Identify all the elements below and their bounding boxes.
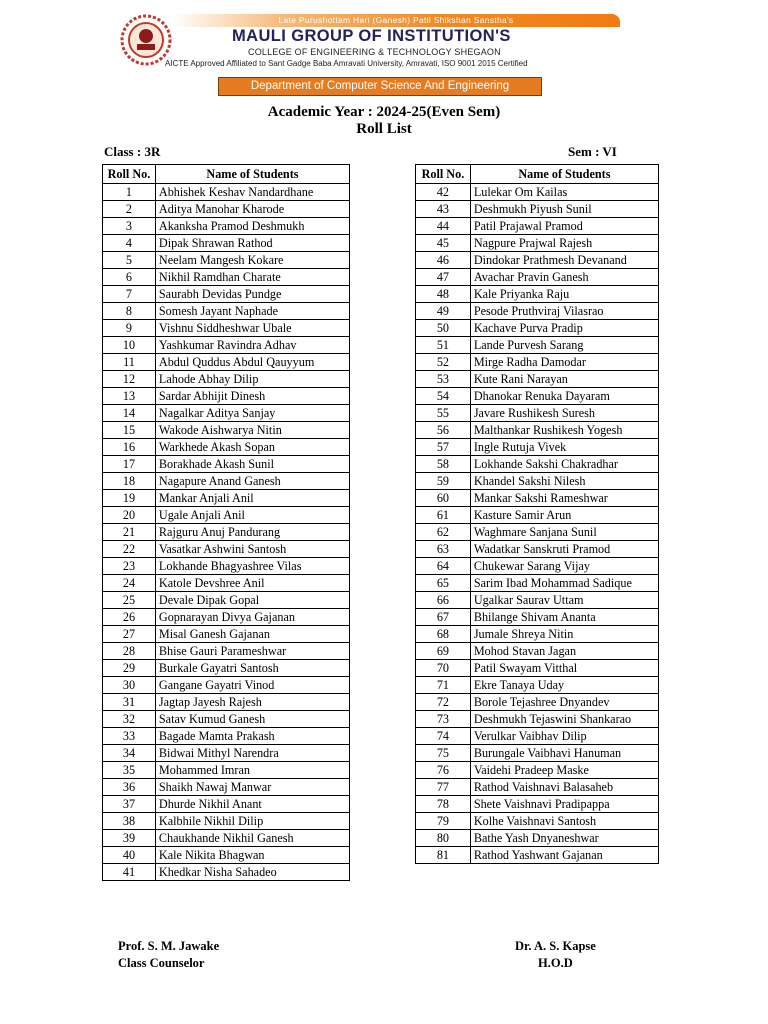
table-row [103,337,350,354]
roll-number: 75 [416,745,471,762]
roll-number: 46 [416,252,471,269]
student-name: Abdul Quddus Abdul Qauyyum [155,354,349,371]
student-name: Kute Rani Narayan [470,371,658,388]
roll-number: 78 [416,796,471,813]
roll-number: 61 [416,507,471,524]
table-row [103,490,350,507]
student-name: Bagade Mamta Prakash [155,728,349,745]
student-name: Waghmare Sanjana Sunil [470,524,658,541]
counselor-name: Prof. S. M. Jawake [118,939,220,953]
table-row [416,337,659,354]
roll-number: 45 [416,235,471,252]
roll-number: 56 [416,422,471,439]
student-name: Satav Kumud Ganesh [155,711,349,728]
roll-number: 18 [103,473,156,490]
roll-number: 74 [416,728,471,745]
table-row [416,626,659,643]
hod-role: H.O.D [538,956,573,970]
roll-number: 13 [103,388,156,405]
table-row [416,286,659,303]
student-name: Deshmukh Piyush Sunil [470,201,658,218]
table-row [103,609,350,626]
table-row [416,269,659,286]
student-name: Patil Prajawal Pramod [470,218,658,235]
student-name: Jumale Shreya Nitin [470,626,658,643]
student-name: Chukewar Sarang Vijay [470,558,658,575]
roll-number: 67 [416,609,471,626]
table-row [103,388,350,405]
roll-number: 27 [103,626,156,643]
table-row [416,575,659,592]
student-name: Jagtap Jayesh Rajesh [155,694,349,711]
department-name: Department of Computer Science And Engineering [250,80,510,92]
roll-number: 22 [103,541,156,558]
student-name: Somesh Jayant Naphade [155,303,349,320]
roll-number: 53 [416,371,471,388]
roll-table-left [102,164,350,881]
student-name: Javare Rushikesh Suresh [470,405,658,422]
table-row [103,439,350,456]
table-row [103,677,350,694]
student-name: Burungale Vaibhavi Hanuman [470,745,658,762]
college-name: COLLEGE OF ENGINEERING & TECHNOLOGY SHEGAON [248,47,501,57]
table-row [103,796,350,813]
table-row [103,728,350,745]
table-row [416,779,659,796]
class-label: Class : 3R [104,144,161,159]
table-row [416,371,659,388]
student-name: Mohammed Imran [155,762,349,779]
table-row [416,201,659,218]
roll-number: 19 [103,490,156,507]
table-row [103,830,350,847]
table-row [416,524,659,541]
roll-number: 25 [103,592,156,609]
student-name: Avachar Pravin Ganesh [470,269,658,286]
class-counselor-signature [118,938,219,972]
student-name: Borakhade Akash Sunil [155,456,349,473]
table-row [416,711,659,728]
roll-number: 11 [103,354,156,371]
table-row [103,643,350,660]
roll-number: 12 [103,371,156,388]
roll-number: 44 [416,218,471,235]
table-row [416,184,659,201]
student-name: Nagalkar Aditya Sanjay [155,405,349,422]
student-name: Shaikh Nawaj Manwar [155,779,349,796]
student-name: Verulkar Vaibhav Dilip [470,728,658,745]
roll-number: 2 [103,201,156,218]
roll-number: 7 [103,286,156,303]
roll-number: 40 [103,847,156,864]
table-row [103,269,350,286]
table-row [103,235,350,252]
table-row [103,694,350,711]
table-row [416,354,659,371]
table-row [103,592,350,609]
roll-number: 1 [103,184,156,201]
student-name: Nagapure Anand Ganesh [155,473,349,490]
table-row [103,303,350,320]
roll-number: 33 [103,728,156,745]
student-name: Kasture Samir Arun [470,507,658,524]
student-name: Neelam Mangesh Kokare [155,252,349,269]
roll-table-right-body [416,184,659,864]
student-name: Vasatkar Ashwini Santosh [155,541,349,558]
student-name: Khedkar Nisha Sahadeo [155,864,349,881]
student-name: Kalbhile Nikhil Dilip [155,813,349,830]
student-name: Mankar Anjali Anil [155,490,349,507]
table-row [103,864,350,881]
trust-name: Late Purushottam Hari (Ganesh) Patil Shikshan Sanstha's [278,15,514,25]
roll-number: 70 [416,660,471,677]
student-name: Khandel Sakshi Nilesh [470,473,658,490]
student-name: Devale Dipak Gopal [155,592,349,609]
table-row [416,694,659,711]
roll-number: 43 [416,201,471,218]
roll-number: 52 [416,354,471,371]
student-name: Lokhande Bhagyashree Vilas [155,558,349,575]
student-name: Kale Nikita Bhagwan [155,847,349,864]
roll-number: 47 [416,269,471,286]
student-name: Ugalkar Saurav Uttam [470,592,658,609]
roll-number: 14 [103,405,156,422]
student-name: Pesode Pruthviraj Vilasrao [470,303,658,320]
roll-number: 81 [416,847,471,864]
roll-number: 39 [103,830,156,847]
student-name: Kachave Purva Pradip [470,320,658,337]
table-row [103,745,350,762]
student-name-header: Name of Students [155,165,349,184]
table-row [103,711,350,728]
student-name: Dindokar Prathmesh Devanand [470,252,658,269]
table-row [416,728,659,745]
roll-number: 4 [103,235,156,252]
table-row [103,252,350,269]
table-row [416,218,659,235]
roll-number: 79 [416,813,471,830]
student-name: Akanksha Pramod Deshmukh [155,218,349,235]
roll-number: 63 [416,541,471,558]
table-row [103,660,350,677]
table-row [416,609,659,626]
table-row [416,558,659,575]
student-name: Aditya Manohar Kharode [155,201,349,218]
student-name: Yashkumar Ravindra Adhav [155,337,349,354]
table-row [103,575,350,592]
table-row [103,779,350,796]
table-row [103,762,350,779]
roll-number: 23 [103,558,156,575]
student-name: Mankar Sakshi Rameshwar [470,490,658,507]
org-name: MAULI GROUP OF INSTITUTION'S [232,27,511,45]
roll-number: 62 [416,524,471,541]
roll-number: 51 [416,337,471,354]
trust-banner [172,14,620,27]
roll-number: 77 [416,779,471,796]
roll-number: 72 [416,694,471,711]
roll-number: 35 [103,762,156,779]
student-name: Lokhande Sakshi Chakradhar [470,456,658,473]
table-row [416,796,659,813]
table-row [416,473,659,490]
student-name: Lulekar Om Kailas [470,184,658,201]
table-row [103,422,350,439]
student-name: Rathod Vaishnavi Balasaheb [470,779,658,796]
roll-list-title: Roll List [356,121,412,137]
table-row [103,320,350,337]
table-row [103,286,350,303]
roll-number: 80 [416,830,471,847]
roll-number: 32 [103,711,156,728]
roll-number: 60 [416,490,471,507]
student-name: Rathod Yashwant Gajanan [470,847,658,864]
roll-number: 50 [416,320,471,337]
student-name: Katole Devshree Anil [155,575,349,592]
roll-number: 36 [103,779,156,796]
roll-number: 69 [416,643,471,660]
table-row [103,201,350,218]
student-name: Borole Tejashree Dnyandev [470,694,658,711]
roll-number: 55 [416,405,471,422]
student-name: Gangane Gayatri Vinod [155,677,349,694]
roll-number: 9 [103,320,156,337]
table-row [416,422,659,439]
student-name: Malthankar Rushikesh Yogesh [470,422,658,439]
roll-no-header: Roll No. [103,165,156,184]
table-row [416,592,659,609]
table-row [416,541,659,558]
student-name: Bhise Gauri Parameshwar [155,643,349,660]
roll-number: 54 [416,388,471,405]
roll-number: 49 [416,303,471,320]
table-row [103,507,350,524]
roll-number: 8 [103,303,156,320]
roll-no-header: Roll No. [416,165,471,184]
table-row [416,439,659,456]
student-name: Sarim Ibad Mohammad Sadique [470,575,658,592]
table-row [416,507,659,524]
roll-number: 34 [103,745,156,762]
table-header-row [416,165,659,184]
roll-number: 68 [416,626,471,643]
table-row [103,813,350,830]
student-name: Ugale Anjali Anil [155,507,349,524]
table-row [103,626,350,643]
student-name: Ingle Rutuja Vivek [470,439,658,456]
student-name-header: Name of Students [470,165,658,184]
table-row [416,388,659,405]
student-name: Deshmukh Tejaswini Shankarao [470,711,658,728]
student-name: Kale Priyanka Raju [470,286,658,303]
roll-number: 6 [103,269,156,286]
table-row [416,677,659,694]
table-row [416,830,659,847]
table-row [416,813,659,830]
table-row [416,762,659,779]
table-row [103,371,350,388]
affiliation-text: AICTE Approved Affiliated to Sant Gadge Baba Amravati University, Amravati, ISO 9001 2015 Certified [165,59,528,68]
table-row [103,847,350,864]
roll-table-right [415,164,659,864]
student-name: Lahode Abhay Dilip [155,371,349,388]
student-name: Gopnarayan Divya Gajanan [155,609,349,626]
table-row [103,456,350,473]
table-row [416,745,659,762]
roll-number: 37 [103,796,156,813]
table-row [416,252,659,269]
student-name: Chaukhande Nikhil Ganesh [155,830,349,847]
roll-number: 3 [103,218,156,235]
department-banner [218,77,542,96]
table-row [416,490,659,507]
student-name: Rajguru Anuj Pandurang [155,524,349,541]
student-name: Bidwai Mithyl Narendra [155,745,349,762]
table-row [103,524,350,541]
student-name: Bathe Yash Dnyaneshwar [470,830,658,847]
roll-number: 29 [103,660,156,677]
roll-number: 58 [416,456,471,473]
table-row [103,184,350,201]
roll-number: 5 [103,252,156,269]
table-row [103,558,350,575]
sem-label: Sem : VI [568,144,617,159]
roll-table-left-body [103,184,350,881]
student-name: Mohod Stavan Jagan [470,643,658,660]
student-name: Burkale Gayatri Santosh [155,660,349,677]
roll-number: 24 [103,575,156,592]
table-row [416,235,659,252]
roll-number: 10 [103,337,156,354]
student-name: Lande Purvesh Sarang [470,337,658,354]
hod-name: Dr. A. S. Kapse [515,939,596,953]
table-row [416,660,659,677]
roll-number: 59 [416,473,471,490]
roll-number: 38 [103,813,156,830]
roll-number: 66 [416,592,471,609]
table-row [103,218,350,235]
roll-number: 30 [103,677,156,694]
student-name: Wadatkar Sanskruti Pramod [470,541,658,558]
academic-year-title: Academic Year : 2024-25(Even Sem) [267,104,501,120]
student-name: Kolhe Vaishnavi Santosh [470,813,658,830]
roll-number: 20 [103,507,156,524]
table-row [103,541,350,558]
roll-number: 57 [416,439,471,456]
student-name: Vishnu Siddheshwar Ubale [155,320,349,337]
student-name: Dhanokar Renuka Dayaram [470,388,658,405]
hod-signature [515,938,596,972]
letterhead [120,12,630,72]
roll-number: 31 [103,694,156,711]
student-name: Nagpure Prajwal Rajesh [470,235,658,252]
table-row [416,303,659,320]
student-name: Dipak Shrawan Rathod [155,235,349,252]
student-name: Sardar Abhijit Dinesh [155,388,349,405]
student-name: Misal Ganesh Gajanan [155,626,349,643]
table-row [416,456,659,473]
student-name: Ekre Tanaya Uday [470,677,658,694]
table-row [103,354,350,371]
roll-number: 17 [103,456,156,473]
table-row [103,405,350,422]
table-row [416,643,659,660]
table-row [103,473,350,490]
roll-number: 73 [416,711,471,728]
roll-number: 26 [103,609,156,626]
roll-number: 48 [416,286,471,303]
roll-number: 15 [103,422,156,439]
student-name: Wakode Aishwarya Nitin [155,422,349,439]
counselor-role: Class Counselor [118,956,205,970]
student-name: Warkhede Akash Sopan [155,439,349,456]
student-name: Nikhil Ramdhan Charate [155,269,349,286]
roll-number: 65 [416,575,471,592]
student-name: Bhilange Shivam Ananta [470,609,658,626]
table-row [416,320,659,337]
student-name: Patil Swayam Vitthal [470,660,658,677]
roll-number: 28 [103,643,156,660]
student-name: Abhishek Keshav Nandardhane [155,184,349,201]
roll-number: 76 [416,762,471,779]
roll-number: 42 [416,184,471,201]
table-row [416,405,659,422]
student-name: Saurabh Devidas Pundge [155,286,349,303]
roll-number: 71 [416,677,471,694]
student-name: Mirge Radha Damodar [470,354,658,371]
roll-number: 41 [103,864,156,881]
roll-number: 64 [416,558,471,575]
student-name: Dhurde Nikhil Anant [155,796,349,813]
student-name: Shete Vaishnavi Pradipappa [470,796,658,813]
roll-number: 21 [103,524,156,541]
roll-number: 16 [103,439,156,456]
table-header-row [103,165,350,184]
table-row [416,847,659,864]
student-name: Vaidehi Pradeep Maske [470,762,658,779]
